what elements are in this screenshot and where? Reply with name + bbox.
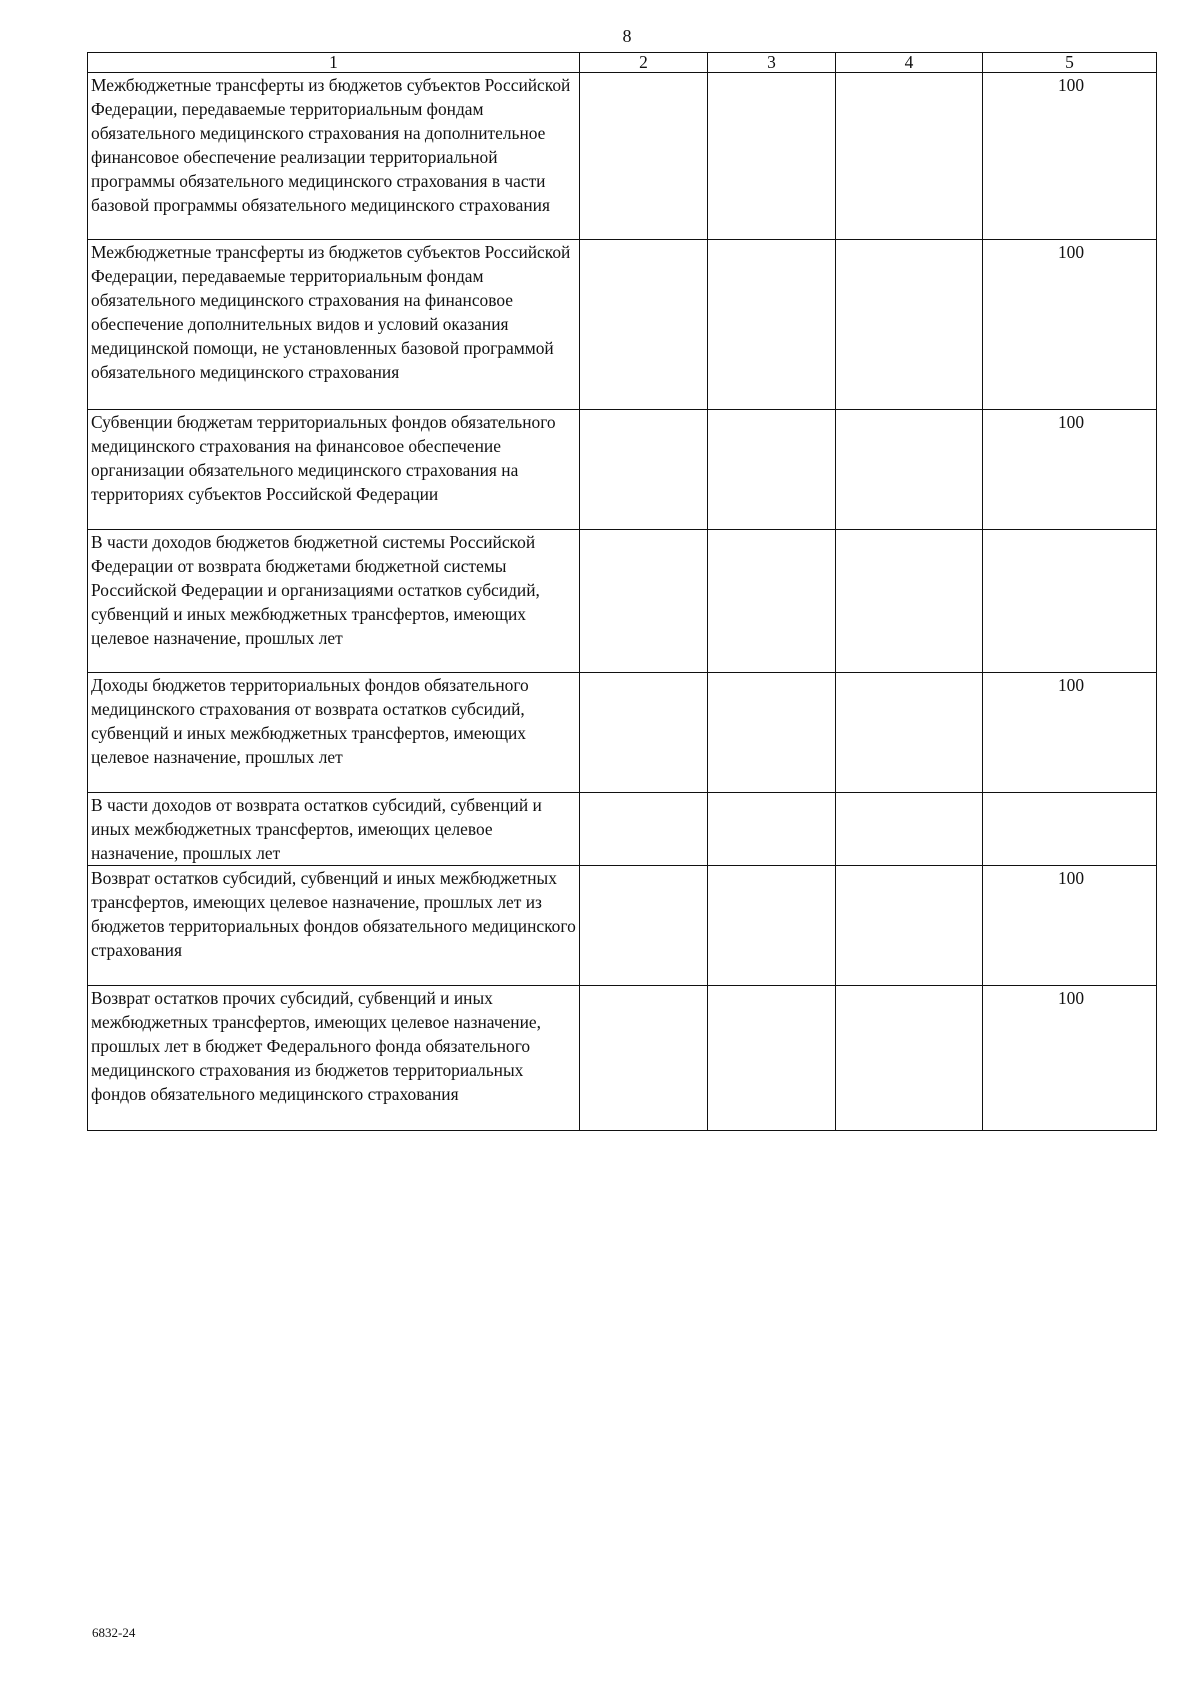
cell-col-3 xyxy=(708,866,836,986)
column-header-2: 2 xyxy=(580,53,708,73)
column-header-3: 3 xyxy=(708,53,836,73)
table-row xyxy=(88,986,1157,1131)
column-header-5: 5 xyxy=(983,53,1157,73)
row-description: Доходы бюджетов территориальных фондов обязательного медицинского страхования от возврата остатков субсидий, субвенций и иных межбюджетных трансфертов, имеющих целевое назначение, прошлых лет xyxy=(88,673,580,793)
cell-col-5 xyxy=(983,793,1157,866)
cell-col-4 xyxy=(836,986,983,1131)
cell-col-5: 100 xyxy=(983,866,1157,986)
row-description: Межбюджетные трансферты из бюджетов субъектов Российской Федерации, передаваемые территориальным фондам обязательного медицинского страхования на дополнительное финансовое обеспечение реализации территориальной программы обязательного медицинского страхования в части базовой программы обязательного медицинского страхования xyxy=(88,73,580,240)
cell-col-2 xyxy=(580,73,708,240)
row-description: Возврат остатков субсидий, субвенций и иных межбюджетных трансфертов, имеющих целевое назначение, прошлых лет из бюджетов территориальных фондов обязательного медицинского страхования xyxy=(88,866,580,986)
table-row xyxy=(88,530,1157,673)
cell-col-3 xyxy=(708,793,836,866)
cell-col-4 xyxy=(836,793,983,866)
cell-col-3 xyxy=(708,986,836,1131)
document-code: 6832-24 xyxy=(92,1625,136,1640)
cell-col-3 xyxy=(708,73,836,240)
cell-col-5: 100 xyxy=(983,986,1157,1131)
row-description: В части доходов бюджетов бюджетной системы Российской Федерации от возврата бюджетами бюджетной системы Российской Федерации и организациями остатков субсидий, субвенций и иных межбюджетных трансфертов, имеющих целевое назначение, прошлых лет xyxy=(88,530,580,673)
cell-col-5: 100 xyxy=(983,673,1157,793)
cell-col-2 xyxy=(580,673,708,793)
cell-col-5: 100 xyxy=(983,73,1157,240)
cell-col-4 xyxy=(836,410,983,530)
cell-col-4 xyxy=(836,866,983,986)
page-number: 8 xyxy=(622,26,632,46)
cell-col-4 xyxy=(836,73,983,240)
cell-col-4 xyxy=(836,240,983,410)
header-row xyxy=(88,53,1157,73)
cell-col-5: 100 xyxy=(983,240,1157,410)
column-header-4: 4 xyxy=(836,53,983,73)
cell-col-3 xyxy=(708,673,836,793)
cell-col-2 xyxy=(580,986,708,1131)
data-table xyxy=(87,52,1157,1131)
row-description: Возврат остатков прочих субсидий, субвенций и иных межбюджетных трансфертов, имеющих целевое назначение, прошлых лет в бюджет Федерального фонда обязательного медицинского страхования из бюджетов территориальных фондов обязательного медицинского страхования xyxy=(88,986,580,1131)
cell-col-2 xyxy=(580,793,708,866)
table-row xyxy=(88,410,1157,530)
table-row xyxy=(88,240,1157,410)
cell-col-5: 100 xyxy=(983,410,1157,530)
cell-col-3 xyxy=(708,240,836,410)
cell-col-4 xyxy=(836,673,983,793)
table-row xyxy=(88,673,1157,793)
column-header-1: 1 xyxy=(88,53,580,73)
table-row xyxy=(88,793,1157,866)
row-description: Межбюджетные трансферты из бюджетов субъектов Российской Федерации, передаваемые территориальным фондам обязательного медицинского страхования на финансовое обеспечение дополнительных видов и условий оказания медицинской помощи, не установленных базовой программой обязательного медицинского страхования xyxy=(88,240,580,410)
cell-col-2 xyxy=(580,410,708,530)
cell-col-3 xyxy=(708,530,836,673)
row-description: Субвенции бюджетам территориальных фондов обязательного медицинского страхования на финансовое обеспечение организации обязательного медицинского страхования на территориях субъектов Российской Федерации xyxy=(88,410,580,530)
table-row xyxy=(88,866,1157,986)
cell-col-2 xyxy=(580,866,708,986)
cell-col-2 xyxy=(580,530,708,673)
cell-col-3 xyxy=(708,410,836,530)
cell-col-2 xyxy=(580,240,708,410)
table-row xyxy=(88,73,1157,240)
row-description: В части доходов от возврата остатков субсидий, субвенций и иных межбюджетных трансфертов, имеющих целевое назначение, прошлых лет xyxy=(88,793,580,866)
cell-col-5 xyxy=(983,530,1157,673)
cell-col-4 xyxy=(836,530,983,673)
